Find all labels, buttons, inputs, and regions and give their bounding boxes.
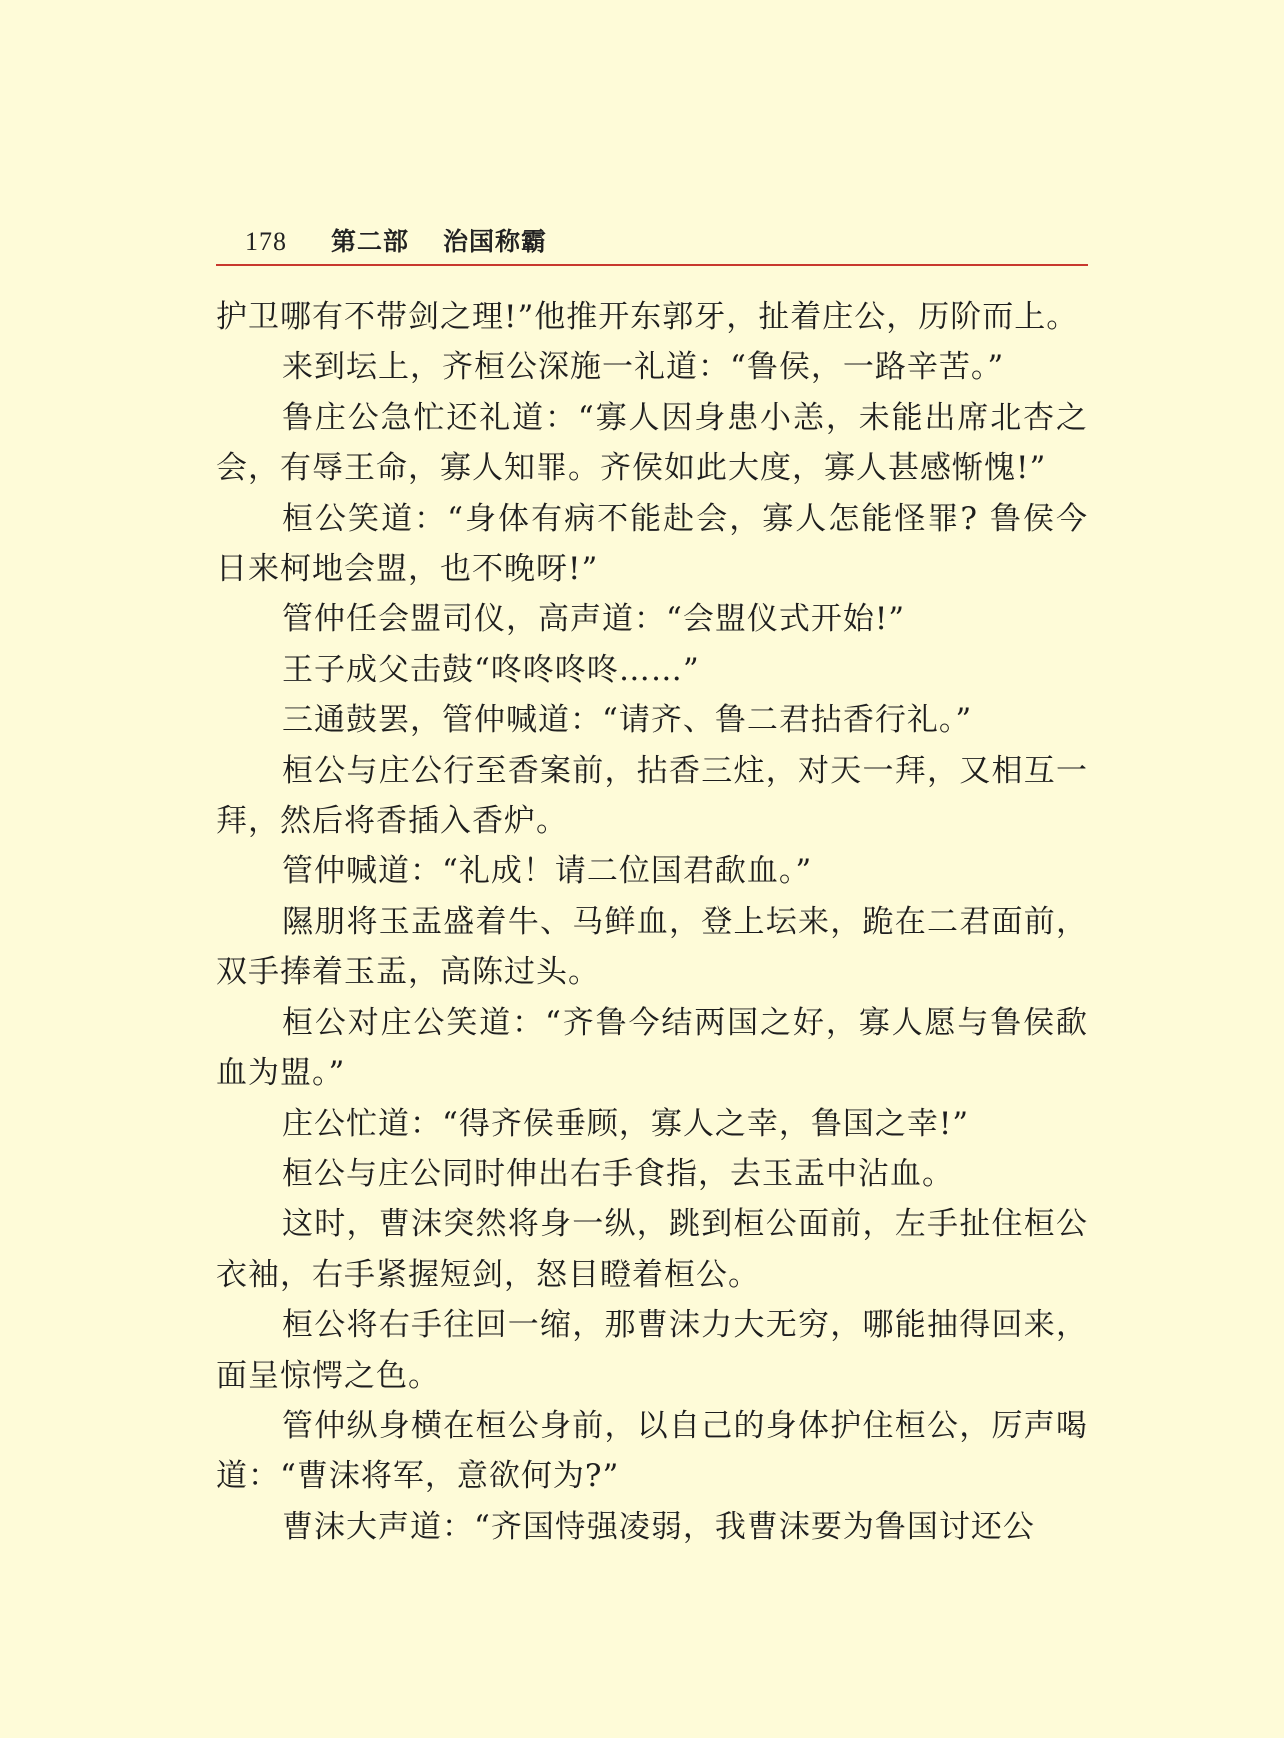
header-rule (216, 264, 1088, 266)
paragraph: 管仲喊道：“礼成！请二位国君歃血。” (282, 853, 813, 890)
section-title: 治国称霸 (443, 227, 548, 256)
paragraph: 管仲纵身横在桓公身前，以自己的身体护住桓公，厉声喝道：“曹沫将军，意欲何为?” (216, 1407, 1088, 1495)
running-header (245, 222, 547, 258)
page-number: 178 (245, 227, 287, 256)
body-text (216, 292, 1088, 1552)
paragraph: 隰朋将玉盂盛着牛、马鲜血，登上坛来，跪在二君面前，双手捧着玉盂，高陈过头。 (216, 903, 1088, 991)
paragraph: 桓公与庄公行至香案前，拈香三炷，对天一拜，又相互一拜，然后将香插入香炉。 (216, 752, 1088, 840)
paragraph: 桓公将右手往回一缩，那曹沫力大无穷，哪能抽得回来，面呈惊愕之色。 (216, 1307, 1088, 1394)
paragraph: 来到坛上，齐桓公深施一礼道：“鲁侯，一路辛苦。” (282, 349, 1005, 386)
paragraph: 庄公忙道：“得齐侯垂顾，寡人之幸，鲁国之幸!” (282, 1105, 970, 1142)
paragraph: 三通鼓罢，管仲喊道：“请齐、鲁二君拈香行礼。” (282, 702, 973, 739)
paragraph: 桓公对庄公笑道：“齐鲁今结两国之好，寡人愿与鲁侯歃血为盟。” (216, 1004, 1088, 1092)
paragraph: 曹沫大声道：“齐国恃强凌弱，我曹沫要为鲁国讨还公 (282, 1508, 1035, 1545)
paragraph: 桓公笑道：“身体有病不能赴会，寡人怎能怪罪? 鲁侯今日来柯地会盟，也不晚呀!” (216, 500, 1088, 588)
paragraph: 王子成父击鼓“咚咚咚咚……” (282, 651, 700, 688)
paragraph: 鲁庄公急忙还礼道：“寡人因身患小恙，未能出席北杏之会，有辱王命，寡人知罪。齐侯如此大度，寡人甚感惭愧!” (216, 399, 1088, 487)
part-label: 第二部 (331, 227, 410, 256)
paragraph: 管仲任会盟司仪，高声道：“会盟仪式开始!” (282, 601, 906, 638)
paragraph: 这时，曹沫突然将身一纵，跳到桓公面前，左手扯住桓公衣袖，右手紧握短剑，怒目瞪着桓公。 (216, 1206, 1088, 1293)
paragraph: 桓公与庄公同时伸出右手食指，去玉盂中沾血。 (282, 1155, 954, 1192)
paragraph: 护卫哪有不带剑之理!”他推开东郭牙，扯着庄公，历阶而上。 (216, 299, 1079, 335)
